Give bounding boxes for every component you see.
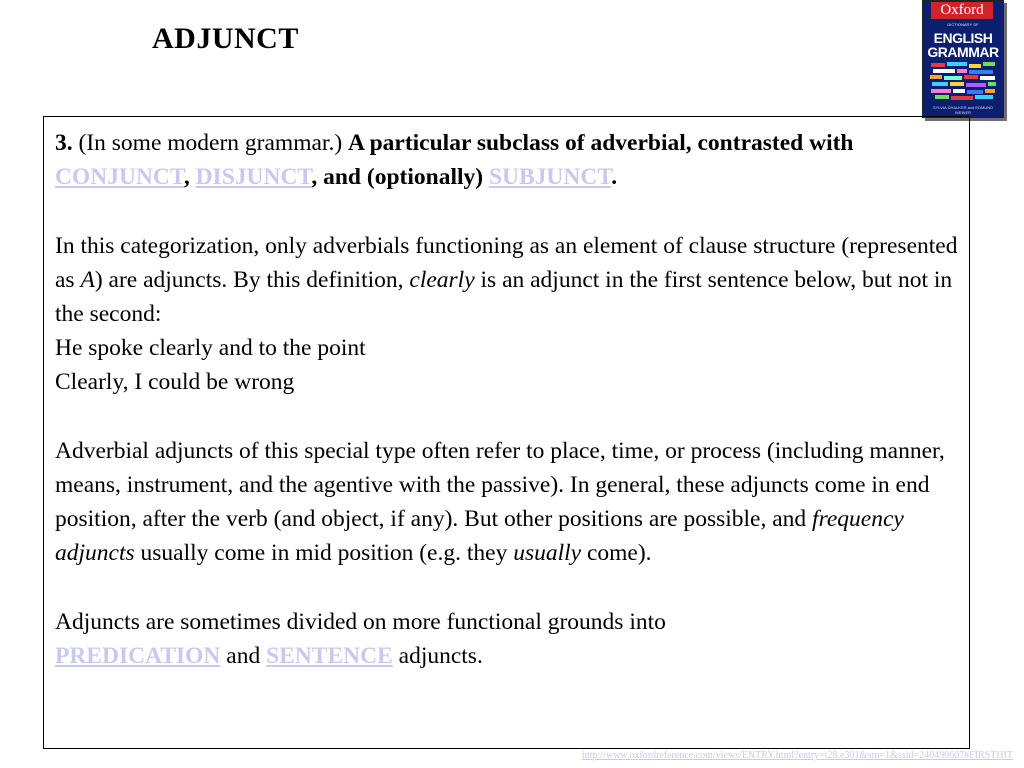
cover-brand-logo: Oxford	[931, 2, 993, 19]
term-frequency-adjuncts: frequency adjuncts	[55, 506, 904, 567]
paragraph-text: In this categorization, only adverbials functioning as an element of clause structure (represented as	[55, 232, 958, 293]
sense-number: 3.	[55, 130, 73, 156]
definition-separator: ,	[183, 164, 196, 191]
link-disjunct[interactable]: DISJUNCT	[195, 164, 312, 191]
symbol-a: A	[80, 266, 95, 293]
sense-qualifier: (In some modern grammar.)	[72, 130, 349, 156]
adverbial-adjuncts-paragraph	[55, 434, 965, 571]
book-cover-image	[922, 0, 1004, 118]
paragraph-text: ) are adjuncts. By this definition,	[94, 266, 410, 293]
cover-authors: SYLVIA CHALKER and EDMUND WEINER	[933, 105, 993, 115]
functional-grounds-paragraph	[55, 605, 965, 673]
paragraph-text: adjuncts.	[392, 643, 483, 669]
definition-end: .	[611, 164, 618, 191]
paragraph-text: and	[220, 643, 267, 669]
term-clearly: clearly	[409, 266, 475, 293]
entry-box	[43, 116, 970, 749]
cover-dictionary-line: DICTIONARY OF	[947, 22, 979, 27]
paragraph-text: Adverbial adjuncts of this special type often refer to place, time, or process (including manner, means, instrument, and the agentive with the passive). In general, these adjuncts come in end position, after the verb (and object, if any). But other positions are possible, and	[55, 437, 945, 533]
paragraph-text: Adjuncts are sometimes divided on more functional grounds into	[55, 608, 666, 635]
link-sentence[interactable]: SENTENCE	[266, 643, 393, 669]
definition-paragraph	[55, 126, 965, 194]
cover-mosaic-graphic	[929, 61, 997, 101]
source-url-link[interactable]: http://www.oxfordreference.com/views/ENTRY.html?entry=t28.e301&srn=1&ssid=240490607#FIRSTHIT	[581, 750, 1013, 761]
page-title: ADJUNCT	[152, 22, 299, 55]
example-sentence-1: He spoke clearly and to the point	[55, 335, 366, 362]
paragraph-text: come).	[581, 540, 652, 567]
link-conjunct[interactable]: CONJUNCT	[55, 164, 184, 191]
categorization-paragraph	[55, 229, 965, 332]
term-usually: usually	[513, 540, 582, 567]
definition-mid-text: , and (optionally)	[311, 164, 489, 191]
paragraph-text: is an adjunct in the first sentence below, but not in the second:	[55, 266, 953, 327]
entry-content	[55, 126, 965, 673]
example-sentence-2: Clearly, I could be wrong	[55, 369, 295, 396]
cover-title-line1: ENGLISH	[933, 30, 993, 46]
cover-title-line2: GRAMMAR	[927, 44, 999, 60]
paragraph-text: usually come in mid position (e.g. they	[134, 540, 514, 567]
link-subjunct[interactable]: SUBJUNCT	[488, 164, 612, 191]
definition-text: A particular subclass of adverbial, contrasted with	[348, 130, 854, 156]
link-predication[interactable]: PREDICATION	[55, 643, 221, 669]
